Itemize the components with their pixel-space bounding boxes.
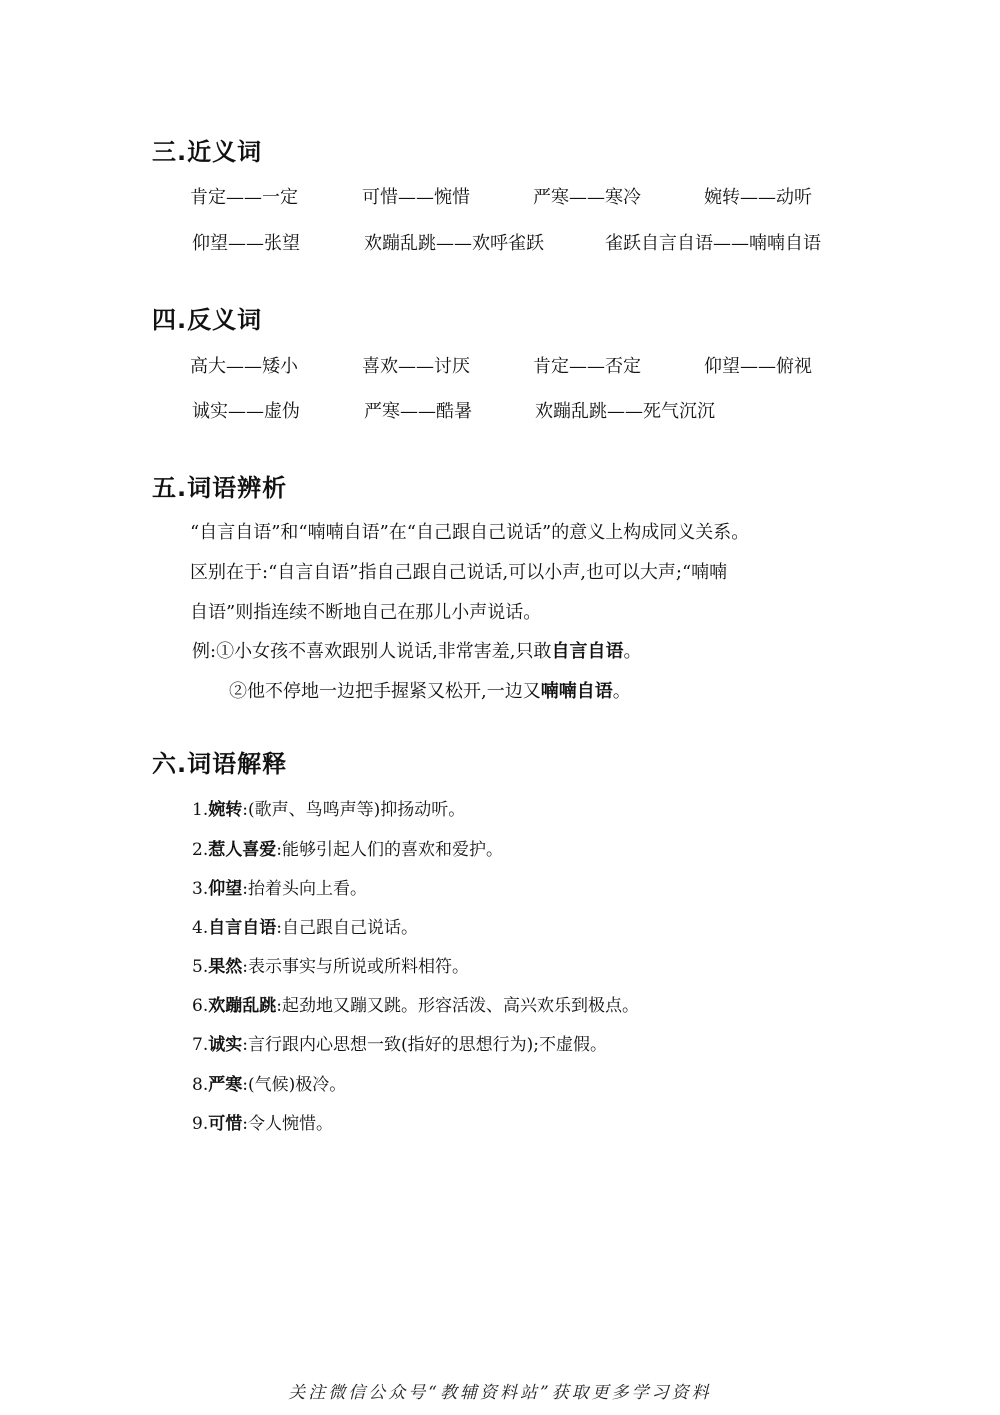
word-pair: 肯定——否定 [533, 356, 641, 377]
section-title-antonyms: 四.反义词 [152, 306, 263, 334]
definition-item [192, 874, 367, 899]
item-number: 2. [192, 840, 209, 860]
item-definition: :起劲地又蹦又跳。形容活泼、高兴欢乐到极点。 [276, 996, 639, 1016]
word-pair: 喜欢——讨厌 [362, 356, 470, 377]
item-term: 自言自语 [208, 918, 277, 938]
item-number: 6. [192, 996, 209, 1016]
example-1-text: 例:①小女孩不喜欢跟别人说话,非常害羞,只敢 [192, 641, 552, 662]
word-pair: 可惜——惋惜 [362, 187, 470, 208]
item-number: 4. [192, 918, 209, 938]
example-2-end: 。 [612, 681, 631, 702]
analysis-line-2: 区别在于:“自言自语”指自己跟自己说话,可以小声,也可以大声;“喃喃 [190, 562, 728, 583]
item-number: 1. [192, 800, 209, 820]
example-1-end: 。 [623, 641, 642, 662]
word-pair: 雀跃自言自语——喃喃自语 [605, 233, 821, 254]
definition-item [192, 835, 503, 860]
section-title-synonyms: 三.近义词 [152, 138, 263, 166]
word-pair: 仰望——张望 [192, 233, 300, 254]
item-definition: :抬着头向上看。 [242, 879, 367, 899]
definition-item [192, 1109, 333, 1134]
item-number: 9. [192, 1114, 209, 1134]
example-2-keyword: 喃喃自语 [540, 681, 613, 702]
word-pair: 婉转——动听 [704, 187, 812, 208]
word-pair: 欢蹦乱跳——欢呼雀跃 [364, 233, 544, 254]
word-pair: 仰望——俯视 [704, 356, 812, 377]
definition-item [192, 952, 469, 977]
item-term: 仰望 [208, 879, 243, 899]
item-definition: :令人惋惜。 [242, 1114, 333, 1134]
item-term: 诚实 [208, 1035, 243, 1055]
word-pair: 肯定——一定 [190, 187, 298, 208]
word-pair: 严寒——酷暑 [364, 401, 472, 422]
item-definition: :能够引起人们的喜欢和爱护。 [276, 840, 503, 860]
definition-item [192, 1030, 607, 1055]
item-term: 婉转 [208, 800, 243, 820]
example-1-keyword: 自言自语 [551, 641, 624, 662]
section-title-word-analysis: 五.词语辨析 [152, 474, 288, 502]
item-term: 可惜 [208, 1114, 243, 1134]
definition-item [192, 795, 465, 820]
item-definition: :表示事实与所说或所料相符。 [242, 957, 469, 977]
item-term: 严寒 [208, 1075, 243, 1095]
word-pair: 严寒——寒冷 [533, 187, 641, 208]
word-pair: 高大——矮小 [190, 356, 298, 377]
example-2 [229, 677, 631, 703]
definition-item [192, 991, 639, 1016]
item-number: 8. [192, 1075, 209, 1095]
item-term: 欢蹦乱跳 [208, 996, 277, 1016]
item-number: 7. [192, 1035, 209, 1055]
item-definition: :(歌声、鸟鸣声等)抑扬动听。 [242, 800, 466, 820]
section-title-word-definitions: 六.词语解释 [152, 750, 288, 778]
item-number: 3. [192, 879, 209, 899]
item-definition: :言行跟内心思想一致(指好的思想行为);不虚假。 [242, 1035, 607, 1055]
item-definition: :(气候)极冷。 [242, 1075, 347, 1095]
example-1 [192, 637, 642, 663]
example-2-text: ②他不停地一边把手握紧又松开,一边又 [229, 681, 541, 702]
definition-item [192, 1070, 346, 1095]
definition-item [192, 913, 418, 938]
analysis-line-3: 自语”则指连续不断地自己在那儿小声说话。 [190, 602, 542, 623]
item-term: 惹人喜爱 [208, 840, 277, 860]
item-definition: :自己跟自己说话。 [276, 918, 418, 938]
word-pair: 诚实——虚伪 [192, 401, 300, 422]
word-pair: 欢蹦乱跳——死气沉沉 [535, 401, 715, 422]
item-term: 果然 [208, 957, 243, 977]
item-number: 5. [192, 957, 209, 977]
analysis-line-1: “自言自语”和“喃喃自语”在“自己跟自己说话”的意义上构成同义关系。 [190, 522, 750, 543]
footer-note: 关注微信公众号“教辅资料站”获取更多学习资料 [288, 1383, 712, 1403]
